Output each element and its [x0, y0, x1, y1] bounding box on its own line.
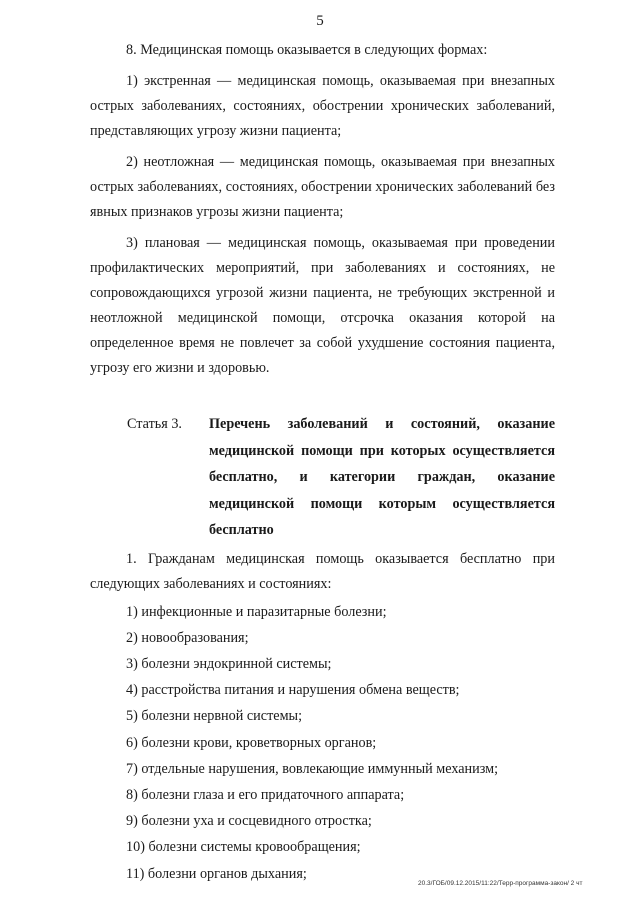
section-8-intro: 8. Медицинская помощь оказывается в следующих формах:: [126, 42, 488, 58]
list-item: 8) болезни глаза и его придаточного аппарата;: [126, 786, 405, 803]
document-footer-stamp: 20.3/ГОБ/09.12.2015/11:22/Терр-программа-закон/ 2 чт: [418, 880, 583, 887]
page-number: 5: [316, 13, 324, 29]
list-item: 9) болезни уха и сосцевидного отростка;: [126, 813, 372, 830]
list-item: 10) болезни системы кровообращения;: [126, 839, 361, 856]
list-item: 2) новообразования;: [126, 629, 249, 646]
list-item: 6) болезни крови, кроветворных органов;: [126, 734, 377, 751]
article-label: Статья 3.: [127, 416, 182, 432]
list-item: 4) расстройства питания и нарушения обмена веществ;: [126, 682, 460, 699]
list-item: 7) отдельные нарушения, вовлекающие иммунный механизм;: [126, 760, 499, 777]
list-item: 3) болезни эндокринной системы;: [126, 655, 332, 672]
list-item: 11) болезни органов дыхания;: [126, 865, 307, 882]
article-3-heading: [90, 411, 555, 544]
list-item: 5) болезни нервной системы;: [126, 708, 303, 725]
care-form-planned: 3) плановая — медицинская помощь, оказываемая при проведении профилактических мероприятий, при заболеваниях и состояниях, не сопровождающихся угрозой жизни пациента, не требующих экстренной и неотложной медицинской помощи, отсрочка оказания которой на определенное время не повлечет за собой ухудшение состояния пациента, угрозу его жизни и здоровью.: [90, 235, 555, 376]
care-form-urgent: 2) неотложная — медицинская помощь, оказываемая при внезапных острых заболеваниях, состояниях, обострении хронических заболеваний без явных признаков угрозы жизни пациента;: [90, 154, 555, 220]
article-3-clause-1: 1. Гражданам медицинская помощь оказывается бесплатно при следующих заболеваниях и состояниях:: [90, 550, 555, 592]
article-title: Перечень заболеваний и состояний, оказание медицинской помощи при которых осуществляется бесплатно, и категории граждан, оказание медицинской помощи которым осуществляется бесплатно: [209, 416, 555, 538]
care-form-emergency: 1) экстренная — медицинская помощь, оказываемая при внезапных острых заболеваниях, состояниях, обострении хронических заболеваний, представляющих угрозу жизни пациента;: [90, 73, 555, 139]
document-body: [90, 38, 555, 887]
list-item: 1) инфекционные и паразитарные болезни;: [126, 603, 387, 620]
